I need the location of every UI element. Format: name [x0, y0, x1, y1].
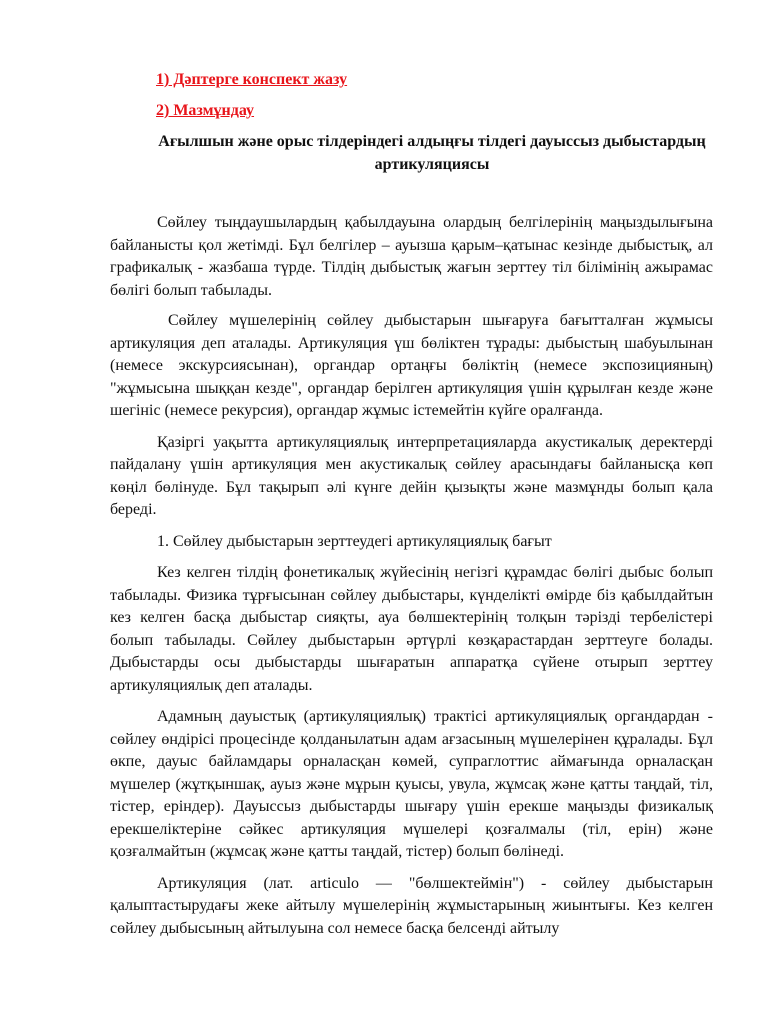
paragraph-5: Адамның дауыстық (артикуляциялық) трактісі артикуляциялық органдардан - сөйлеу өндірісі процесінде қолданылатын адам ағзасының мүшелерінен құралады. Бұл өкпе, дауыс байламдары орналасқан көмей, супраглоттис аймағында орналасқан мүшелер (жұтқыншақ, ауыз және мұрын қуысы, увула, жұмсақ және қатты таңдай, тіл, тістер, еріндер). Дауыссыз дыбыстарды шығару үшін ерекше маңызды физикалық ерекшеліктеріне сәйкес артикуляция мүшелері қозғалмалы (тіл, ерін) және қозғалмайтын (жұмсақ және қатты таңдай, тістер) болып бөлінеді.: [110, 708, 713, 860]
paragraph-4: Кез келген тілдің фонетикалық жүйесінің негізгі құрамдас бөлігі дыбыс болып табылады. Физика тұрғысынан сөйлеу дыбыстары, күнделікті өмірде біз қабылдайтын кез келген басқа дыбыстар сияқты, ауа бөлшектерінің толқын тәрізді тербелістері болып табылады. Сөйлеу дыбыстарын әртүрлі көзқарастардан зерттеуге болады. Дыбыстарды осы дыбыстарды шығаратын аппаратқа сүйене отырып зерттеу артикуляциялық деп аталады.: [110, 564, 713, 694]
section-heading-1: 1. Сөйлеу дыбыстарын зерттеудегі артикуляциялық бағыт: [157, 532, 552, 550]
document-title: Ағылшын және орыс тілдеріндегі алдыңғы тілдегі дауыссыз дыбыстардың артикуляциясы: [158, 133, 706, 173]
paragraph-1: Сөйлеу тыңдаушылардың қабылдауына олардың белгілерінің маңыздылығына байланысты қол жетімді. Бұл белгілер – ауызша қарым–қатынас кезінде дыбыстық, ал графикалық - жазбаша түрде. Тілдің дыбыстық жағын зерттеу тіл білімінің ажырамас бөлігі болып табылады.: [110, 214, 713, 299]
task-1-heading: 1) Дәптерге конспект жазу: [156, 71, 348, 88]
body-text: [110, 212, 713, 949]
paragraph-6: Артикуляция (лат. articulo — "бөлшектеймін") - сөйлеу дыбыстарын қалыптастырудағы жеке айтылу мүшелерінің жұмыстарының жиынтығы. Кез келген сөйлеу дыбысының айтылуына сол немесе басқа белсенді айтылу: [110, 874, 713, 937]
paragraph-2: Сөйлеу мүшелерінің сөйлеу дыбыстарын шығаруға бағытталған жұмысы артикуляция деп аталады. Артикуляция үш бөліктен тұрады: дыбыстың шабуылынан (немесе экскурсиясынан), органдар ортаңғы бөліктің (немесе экспозицияның) "жұмысына шыққан кезде", органдар берілген артикуляция үшін құрылған кезде және шегініс (немесе рекурсия), органдар жұмыс істемейтін күйге оралғанда.: [110, 312, 713, 419]
task-2-heading: 2) Мазмұндау: [156, 102, 255, 119]
paragraph-3: Қазіргі уақытта артикуляциялық интерпретацияларда акустикалық деректерді пайдалану үшін артикуляция мен акустикалық сөйлеу арасындағы байланысқа көп көңіл бөлінуде. Бұл тақырып әлі күнге дейін қызықты және мазмұнды болып қала береді.: [110, 433, 713, 518]
